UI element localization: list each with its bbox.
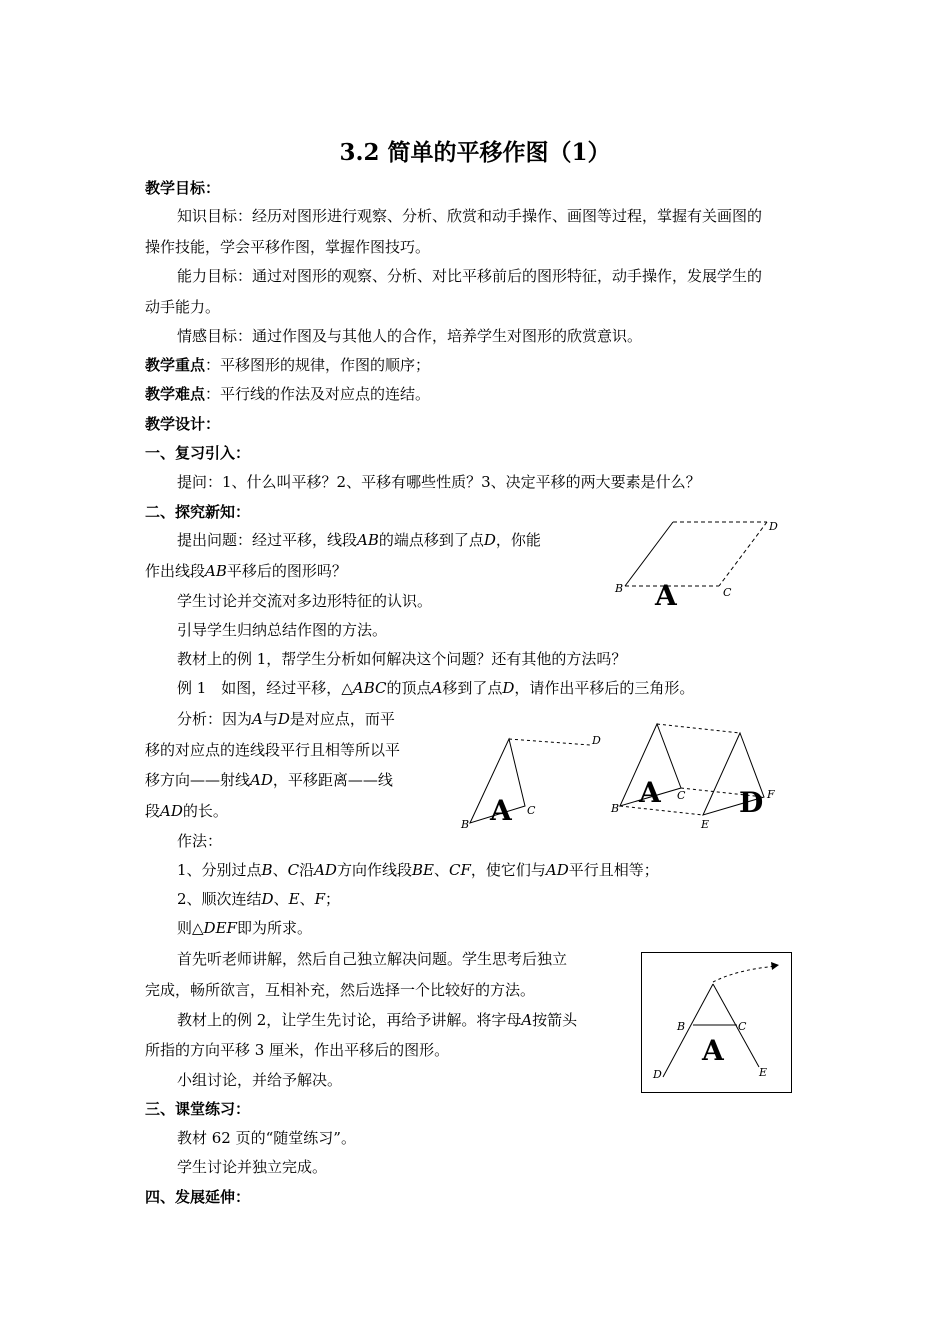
dashed-line-be — [620, 806, 703, 815]
text: ，使它们与 — [470, 861, 546, 879]
text: 按箭头 — [532, 1011, 578, 1029]
var: B — [261, 861, 273, 879]
text: 2、顺次连结 — [177, 890, 262, 908]
var: DEF — [203, 919, 237, 937]
figure-segment-translation — [605, 510, 795, 615]
dashed-right-line — [719, 522, 767, 586]
label-c: C — [723, 586, 732, 599]
label-e: E — [701, 818, 710, 831]
label-c: C — [738, 1020, 747, 1033]
design-heading: 教学设计： — [145, 415, 221, 433]
practice-line-1: 教材 62 页的“随堂练习”。 — [177, 1129, 356, 1147]
figure-letter-a-with-arrow — [641, 952, 793, 1094]
text: 沿 — [299, 861, 315, 879]
var: D — [502, 679, 515, 697]
difficulty-label: 教学难点 — [145, 385, 206, 403]
text: 则△ — [177, 919, 204, 937]
var: E — [288, 890, 300, 908]
figure-frame — [642, 953, 792, 1093]
text: 提出问题：经过平移，线段 — [177, 531, 358, 549]
dashed-line-ad — [657, 724, 740, 733]
text: ，你能 — [495, 531, 541, 549]
text: 平移后的图形吗？ — [226, 562, 347, 580]
text: 的长。 — [182, 802, 228, 820]
var: AD — [314, 861, 337, 879]
text: 、 — [433, 861, 449, 879]
analysis-line-1 — [177, 709, 395, 729]
difficulty — [145, 384, 430, 404]
var: F — [314, 890, 325, 908]
practice-line-2: 学生讨论并独立完成。 — [177, 1158, 328, 1176]
label-b: B — [461, 818, 470, 831]
question-line-1 — [177, 530, 541, 550]
text: 的端点移到了点 — [378, 531, 484, 549]
big-letter-a: A — [702, 1034, 724, 1067]
knowledge-objective-line-1: 知识目标：经历对图形进行观察、分析、欣赏和动手操作、画图等过程，掌握有关画图的 — [177, 207, 763, 225]
step-2 — [177, 889, 340, 909]
text: 移到了点 — [442, 679, 503, 697]
figure-triangle-translation — [605, 718, 795, 833]
var: AB — [205, 562, 227, 580]
big-letter-a: A — [639, 776, 661, 809]
var: AD — [160, 802, 183, 820]
text: ，平移距离——线 — [272, 771, 393, 789]
var: D — [483, 531, 496, 549]
teaching-line-2: 完成，畅所欲言，互相补充，然后选择一个比较好的方法。 — [145, 981, 536, 999]
text: 即为所求。 — [236, 919, 312, 937]
label-c: C — [527, 804, 536, 817]
var: C — [287, 861, 300, 879]
key-point-label: 教学重点 — [145, 356, 206, 374]
analysis-line-3 — [145, 770, 393, 790]
key-point-text: ：平移图形的规律，作图的顺序； — [205, 356, 431, 374]
var: D — [277, 710, 290, 728]
knowledge-objective-line-2: 操作技能，学会平移作图，掌握作图技巧。 — [145, 238, 431, 256]
section3-heading: 三、课堂练习： — [145, 1100, 251, 1118]
label-d: D — [592, 734, 601, 747]
difficulty-text: ：平行线的作法及对应点的连结。 — [205, 385, 431, 403]
text: 与 — [262, 710, 278, 728]
teaching-line-1: 首先听老师讲解，然后自己独立解决问题。学生思考后独立 — [177, 950, 568, 968]
text: 分析：因为 — [177, 710, 253, 728]
emotion-objective: 情感目标：通过作图及与其他人的合作，培养学生对图形的欣赏意识。 — [177, 327, 643, 345]
text: 是对应点，而平 — [289, 710, 395, 728]
ability-objective-line-1: 能力目标：通过对图形的观察、分析、对比平移前后的图形特征，动手操作，发展学生的 — [177, 267, 763, 285]
text: 、 — [273, 890, 289, 908]
objectives-heading: 教学目标： — [145, 179, 221, 197]
big-letter-a: A — [655, 579, 677, 612]
text: 作出线段 — [145, 562, 206, 580]
segment-ab — [625, 522, 673, 586]
guide-line: 引导学生归纳总结作图的方法。 — [177, 621, 388, 639]
method-heading: 作法： — [177, 832, 223, 850]
var: AD — [250, 771, 273, 789]
text: ，请作出平移后的三角形。 — [514, 679, 695, 697]
text: 方向作线段 — [336, 861, 412, 879]
section2-heading: 二、探究新知： — [145, 503, 251, 521]
dashed-line-ad — [509, 739, 590, 745]
page-title: 3.2 简单的平移作图（1） — [339, 139, 611, 166]
text: 、 — [299, 890, 315, 908]
example2-line-1 — [177, 1010, 577, 1030]
label-b: B — [677, 1020, 686, 1033]
var: BE — [411, 861, 434, 879]
section4-heading: 四、发展延伸： — [145, 1188, 251, 1206]
step-3 — [177, 918, 312, 938]
label-e: E — [759, 1066, 768, 1079]
big-letter-d: D — [739, 786, 764, 819]
var: A — [431, 679, 443, 697]
var: AD — [545, 861, 569, 879]
var: D — [261, 890, 274, 908]
var: CF — [448, 861, 471, 879]
arrow-head-icon — [771, 962, 779, 970]
label-f: F — [767, 788, 775, 801]
question-line-2 — [145, 561, 347, 581]
text: 例 1 如图，经过平移，△ — [177, 679, 353, 697]
example2-line-3: 小组讨论，并给予解决。 — [177, 1071, 343, 1089]
section1-heading: 一、复习引入： — [145, 444, 251, 462]
text: ； — [324, 890, 340, 908]
label-c: C — [677, 789, 686, 802]
text: 的顶点 — [386, 679, 432, 697]
text: 、 — [272, 861, 288, 879]
text: 移方向——射线 — [145, 771, 251, 789]
example2-line-2: 所指的方向平移 3 厘米，作出平移后的图形。 — [145, 1041, 450, 1059]
label-d: D — [769, 520, 778, 533]
text: 1、分别过点 — [177, 861, 262, 879]
var: AB — [357, 531, 379, 549]
label-b: B — [615, 582, 624, 595]
example1-line — [177, 678, 694, 698]
translation-arrow — [713, 966, 776, 982]
figure-triangle-with-point-d — [455, 728, 615, 838]
text: 段 — [145, 802, 161, 820]
review-questions: 提问：1、什么叫平移？2、平移有哪些性质？3、决定平移的两大要素是什么？ — [177, 473, 701, 491]
analysis-line-2: 移的对应点的连线段平行且相等所以平 — [145, 741, 401, 759]
text: 教材上的例 2，让学生先讨论，再给予讲解。将字母 — [177, 1011, 522, 1029]
var: A — [521, 1011, 533, 1029]
step-1 — [177, 860, 659, 880]
key-point — [145, 355, 430, 375]
textbook-example-line: 教材上的例 1，帮学生分析如何解决这个问题？还有其他的方法吗？ — [177, 650, 627, 668]
big-letter-a: A — [490, 794, 512, 827]
analysis-line-4 — [145, 801, 228, 821]
var: ABC — [352, 679, 387, 697]
text: 平行且相等； — [568, 861, 659, 879]
label-b: B — [611, 802, 620, 815]
ability-objective-line-2: 动手能力。 — [145, 298, 221, 316]
discussion-line: 学生讨论并交流对多边形特征的认识。 — [177, 592, 433, 610]
label-d: D — [653, 1068, 662, 1081]
var: A — [252, 710, 263, 728]
